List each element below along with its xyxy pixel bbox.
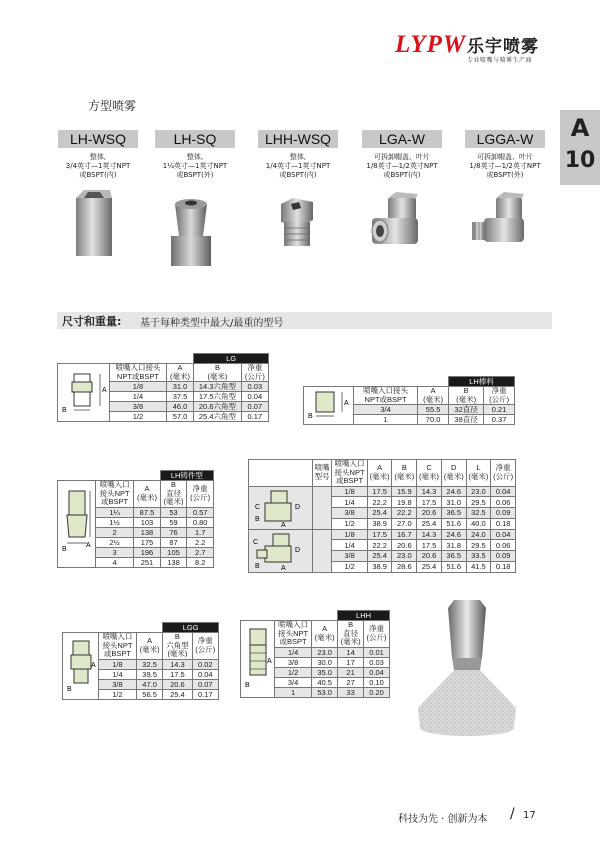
svg-text:A: A xyxy=(266,657,272,665)
dimensions-subtitle: 基于每种类型中最大/最重的型号 xyxy=(140,318,284,329)
cell: 20.6 xyxy=(392,540,417,551)
col-header: A (毫米) xyxy=(136,633,162,660)
svg-text:A: A xyxy=(280,564,286,570)
cell: 3 xyxy=(96,547,134,557)
cell: 0.04 xyxy=(491,529,516,540)
lg-spec-table xyxy=(57,353,269,422)
svg-text:A: A xyxy=(280,521,286,527)
brand-chinese: 乐宇喷雾 xyxy=(467,37,539,57)
cell: 1/2 xyxy=(332,561,367,572)
col-header: B 直径 (毫米) xyxy=(160,481,187,508)
cell: 0.18 xyxy=(491,518,516,529)
table-row xyxy=(249,486,516,497)
cell: 20.6六角型 xyxy=(194,402,242,412)
cell: 1 xyxy=(275,687,312,697)
cell: 37.5 xyxy=(166,392,193,402)
cell: 29.5 xyxy=(466,540,491,551)
cell: 1½ xyxy=(96,517,134,527)
cell: 0.80 xyxy=(187,517,214,527)
cell: 3/8 xyxy=(332,551,367,562)
cell: 17.5 xyxy=(417,540,442,551)
lhh-wsq-nozzle-photo xyxy=(275,196,319,248)
col-header: 净重 (公斤) xyxy=(192,633,218,660)
table-tag: LGG xyxy=(163,623,219,633)
col-header: B (毫米) xyxy=(392,460,417,487)
svg-text:D: D xyxy=(294,546,300,554)
cell: 138 xyxy=(160,557,187,567)
col-header: 喷嘴入口 接头NPT 或BSPT xyxy=(332,460,367,487)
svg-text:B: B xyxy=(254,562,260,570)
cell: 251 xyxy=(134,557,161,567)
cell: 0.06 xyxy=(491,497,516,508)
cell: 1/4 xyxy=(99,669,137,679)
col-header: B 直径 (毫米) xyxy=(338,621,364,648)
cell: 22.2 xyxy=(392,508,417,519)
brand-tagline: 专业喷嘴与喷雾生产商 xyxy=(467,57,533,64)
col-header: 净重 (公斤) xyxy=(484,387,515,405)
cell: 36.5 xyxy=(441,551,466,562)
cell: 138 xyxy=(134,527,161,537)
cell: 1/2 xyxy=(275,667,312,677)
cell: 3/8 xyxy=(110,402,167,412)
model-cell xyxy=(313,529,332,572)
brand-logo xyxy=(395,31,575,65)
cell: 17.5 xyxy=(367,486,392,497)
cell: 0.09 xyxy=(491,551,516,562)
col-header: B (毫米) xyxy=(194,364,242,382)
lga-sketch xyxy=(249,486,313,529)
lh-wsq-nozzle-photo xyxy=(70,188,120,260)
svg-text:A: A xyxy=(85,541,91,549)
nozzle-spray-photo xyxy=(410,598,520,740)
cell: 14.3 xyxy=(417,486,442,497)
cell: 175 xyxy=(134,537,161,547)
svg-text:B: B xyxy=(244,681,250,689)
dimensions-bar xyxy=(57,312,552,329)
cell: 0.57 xyxy=(187,507,214,517)
cell: 29.5 xyxy=(466,497,491,508)
lgg-sketch xyxy=(63,633,99,700)
col-header: 喷嘴入口接头 NPT或BSPT xyxy=(354,387,418,405)
cell: 0.07 xyxy=(241,402,268,412)
chapter-tab xyxy=(560,110,600,185)
svg-text:C: C xyxy=(254,503,260,511)
cell: 1/2 xyxy=(332,518,367,529)
col-header: A (毫米) xyxy=(134,481,161,508)
product-desc: 整体, 3/4英寸—1英寸NPT 或BSPT(内) xyxy=(65,153,131,179)
cell: 1/2 xyxy=(110,412,167,422)
col-header: 喷嘴入口接头 NPT或BSPT xyxy=(110,364,167,382)
cell: 51.6 xyxy=(441,518,466,529)
cell: 17.5 xyxy=(367,529,392,540)
cell: 21 xyxy=(338,667,364,677)
lh-cast-sketch xyxy=(58,481,96,568)
cell: 2.7 xyxy=(187,547,214,557)
col-header: 净重 (公斤) xyxy=(241,364,268,382)
cell: 47.0 xyxy=(136,679,162,689)
cell: 0.20 xyxy=(364,687,390,697)
product-lh-sq xyxy=(155,130,235,180)
cell: 23.0 xyxy=(312,647,338,657)
cell: 3/4 xyxy=(275,677,312,687)
cell: 25.4 xyxy=(417,561,442,572)
product-desc: 整体, 1¼英寸—1英寸NPT 或BSPT(外) xyxy=(162,153,228,179)
cell: 19.8 xyxy=(392,497,417,508)
section-title: 方型喷雾 xyxy=(88,99,137,113)
svg-text:B: B xyxy=(66,685,72,693)
lh-sq-nozzle-photo xyxy=(163,190,219,270)
cell: 20.6 xyxy=(417,508,442,519)
footer-slogan: 科技为先 · 创新为本 xyxy=(398,814,488,825)
blank-cell xyxy=(249,460,313,487)
dimensions-title: 尺寸和重量: xyxy=(62,315,122,328)
cell: 14.3六角型 xyxy=(194,382,242,392)
lh-cast-spec-table xyxy=(57,470,214,568)
cell: 20.6 xyxy=(163,679,192,689)
cell: 24.0 xyxy=(466,529,491,540)
cell: 0.06 xyxy=(491,540,516,551)
col-header: A (毫米) xyxy=(418,387,449,405)
product-desc: 可拆卸帽盖、叶片 1/8英寸—1/2英寸NPT 或BSPT(内) xyxy=(366,153,438,179)
cell: 39.5 xyxy=(136,669,162,679)
cell: 46.0 xyxy=(166,402,193,412)
svg-text:B: B xyxy=(307,413,313,420)
lga-w-nozzle-photo xyxy=(366,192,428,250)
col-header: B (毫米) xyxy=(448,387,483,405)
cell: 28.6 xyxy=(392,561,417,572)
col-header: 净重 (公斤) xyxy=(364,621,390,648)
cell: 24.6 xyxy=(441,529,466,540)
cell: 33.5 xyxy=(466,551,491,562)
cell: 17.5 xyxy=(417,497,442,508)
table-tag: LG xyxy=(194,354,269,364)
cell: 36.5 xyxy=(441,508,466,519)
cell: 59 xyxy=(160,517,187,527)
cell: 25.4 xyxy=(417,518,442,529)
svg-text:A: A xyxy=(90,661,96,669)
col-header: 净重 (公斤) xyxy=(187,481,214,508)
cell: 105 xyxy=(160,547,187,557)
cell: 0.04 xyxy=(241,392,268,402)
cell: 87.5 xyxy=(134,507,161,517)
cell: 25.4 xyxy=(367,508,392,519)
cell: 30.0 xyxy=(312,657,338,667)
cell: 38.9 xyxy=(367,561,392,572)
cell: 55.5 xyxy=(418,405,449,415)
cell: 15.9 xyxy=(392,486,417,497)
cell: 41.5 xyxy=(466,561,491,572)
cell: 38直径 xyxy=(448,415,483,425)
cell: 0.21 xyxy=(484,405,515,415)
cell: 17.5六角型 xyxy=(194,392,242,402)
cell: 1/4 xyxy=(332,497,367,508)
cell: 35.0 xyxy=(312,667,338,677)
cell: 1/8 xyxy=(110,382,167,392)
cell: 70.0 xyxy=(418,415,449,425)
lgga-w-nozzle-photo xyxy=(470,192,534,250)
cell: 40.0 xyxy=(466,518,491,529)
cell: 0.03 xyxy=(241,382,268,392)
cell: 3/8 xyxy=(275,657,312,667)
lhh-spec-table xyxy=(240,610,390,698)
svg-text:A: A xyxy=(101,387,107,395)
model-cell xyxy=(313,486,332,529)
cell: 25.4六角型 xyxy=(194,412,242,422)
cell: 2½ xyxy=(96,537,134,547)
cell: 31.8 xyxy=(441,540,466,551)
col-header: A (毫米) xyxy=(312,621,338,648)
table-row xyxy=(249,529,516,540)
product-desc: 可拆卸帽盖、叶片 1/8英寸—1/2英寸NPT 或BSPT(外) xyxy=(469,153,541,179)
cell: 31.0 xyxy=(166,382,193,392)
cell: 0.18 xyxy=(491,561,516,572)
cell: 14.3 xyxy=(163,659,192,669)
cell: 3/8 xyxy=(99,679,137,689)
cell: 0.17 xyxy=(241,412,268,422)
col-header: 净重 (公斤) xyxy=(491,460,516,487)
cell: 14 xyxy=(338,647,364,657)
col-header: D (毫米) xyxy=(441,460,466,487)
col-header: 喷嘴入口 接头NPT 或BSPT xyxy=(275,621,312,648)
cell: 32.5 xyxy=(136,659,162,669)
col-header: C (毫米) xyxy=(417,460,442,487)
lhh-sketch xyxy=(241,621,275,698)
cell: 20.6 xyxy=(417,551,442,562)
cell: 1/4 xyxy=(275,647,312,657)
cell: 1 xyxy=(354,415,418,425)
lga-spec-table xyxy=(248,459,516,573)
lgga-sketch xyxy=(249,529,313,572)
table-tag: LHH xyxy=(338,611,390,621)
col-header: 喷嘴 型号 xyxy=(313,460,332,487)
lh-rod-spec-table xyxy=(303,376,515,425)
cell: 38.9 xyxy=(367,518,392,529)
cell: 0.10 xyxy=(364,677,390,687)
cell: 40.5 xyxy=(312,677,338,687)
footer-separator: / xyxy=(510,806,515,822)
cell: 32.5 xyxy=(466,508,491,519)
product-desc: 整体, 1/4英寸—1英寸NPT 或BSPT(内) xyxy=(265,153,331,179)
cell: 25.4 xyxy=(367,551,392,562)
col-header: 喷嘴入口 接头NPT 或BSPT xyxy=(96,481,134,508)
cell: 1/2 xyxy=(99,689,137,699)
cell: 3/4 xyxy=(354,405,418,415)
cell: 0.04 xyxy=(192,669,218,679)
cell: 22.2 xyxy=(367,497,392,508)
cell: 3/8 xyxy=(332,508,367,519)
col-header: L (毫米) xyxy=(466,460,491,487)
cell: 51.6 xyxy=(441,561,466,572)
cell: 103 xyxy=(134,517,161,527)
cell: 53 xyxy=(160,507,187,517)
brand-latin: LYPW xyxy=(395,31,467,58)
svg-text:D: D xyxy=(294,503,300,511)
cell: 31.0 xyxy=(441,497,466,508)
cell: 24.6 xyxy=(441,486,466,497)
cell: 1.7 xyxy=(187,527,214,537)
cell: 17 xyxy=(338,657,364,667)
cell: 23.0 xyxy=(392,551,417,562)
cell: 1/4 xyxy=(332,540,367,551)
cell: 0.09 xyxy=(491,508,516,519)
svg-text:B: B xyxy=(61,407,67,415)
lh-rod-sketch xyxy=(304,387,354,425)
cell: 22.2 xyxy=(367,540,392,551)
cell: 1/8 xyxy=(99,659,137,669)
cell: 25.4 xyxy=(163,689,192,699)
col-header: 喷嘴入口 接头NPT 或BSPT xyxy=(99,633,137,660)
product-lhh-wsq xyxy=(258,130,338,180)
product-lgga-w xyxy=(465,130,545,180)
product-name: LHH-WSQ xyxy=(258,130,338,148)
product-name: LH-WSQ xyxy=(58,130,138,148)
cell: 1/8 xyxy=(332,529,367,540)
cell: 32直径 xyxy=(448,405,483,415)
cell: 1¼ xyxy=(96,507,134,517)
lgg-spec-table xyxy=(62,622,219,700)
chapter-number: 10 xyxy=(564,148,596,173)
cell: 0.01 xyxy=(364,647,390,657)
cell: 4 xyxy=(96,557,134,567)
product-lga-w xyxy=(362,130,442,180)
svg-text:B: B xyxy=(254,515,260,523)
cell: 76 xyxy=(160,527,187,537)
cell: 56.5 xyxy=(136,689,162,699)
cell: 27 xyxy=(338,677,364,687)
cell: 57.0 xyxy=(166,412,193,422)
product-name: LH-SQ xyxy=(155,130,235,148)
cell: 53.0 xyxy=(312,687,338,697)
cell: 0.04 xyxy=(364,667,390,677)
cell: 2.2 xyxy=(187,537,214,547)
cell: 27.0 xyxy=(392,518,417,529)
col-header: A (毫米) xyxy=(367,460,392,487)
cell: 14.3 xyxy=(417,529,442,540)
cell: 33 xyxy=(338,687,364,697)
col-header: B 六角型 (毫米) xyxy=(163,633,192,660)
product-lh-wsq xyxy=(58,130,138,180)
cell: 17.5 xyxy=(163,669,192,679)
col-header: A (毫米) xyxy=(166,364,193,382)
page-number: 17 xyxy=(523,810,536,821)
cell: 0.02 xyxy=(192,659,218,669)
svg-text:B: B xyxy=(61,545,67,553)
cell: 0.04 xyxy=(491,486,516,497)
cell: 1/4 xyxy=(110,392,167,402)
table-tag: LH棒料 xyxy=(448,377,514,387)
cell: 2 xyxy=(96,527,134,537)
cell: 0.03 xyxy=(364,657,390,667)
cell: 23.0 xyxy=(466,486,491,497)
cell: 87 xyxy=(160,537,187,547)
product-name: LGGA-W xyxy=(465,130,545,148)
cell: 16.7 xyxy=(392,529,417,540)
svg-text:A: A xyxy=(343,400,349,408)
lg-sketch xyxy=(58,364,110,422)
cell: 8.2 xyxy=(187,557,214,567)
chapter-letter: A xyxy=(570,114,590,142)
cell: 0.07 xyxy=(192,679,218,689)
cell: 0.17 xyxy=(192,689,218,699)
cell: 0.37 xyxy=(484,415,515,425)
table-tag: LH铸件型 xyxy=(160,471,213,481)
product-name: LGA-W xyxy=(362,130,442,148)
svg-text:C: C xyxy=(252,538,258,546)
cell: 196 xyxy=(134,547,161,557)
cell: 1/8 xyxy=(332,486,367,497)
